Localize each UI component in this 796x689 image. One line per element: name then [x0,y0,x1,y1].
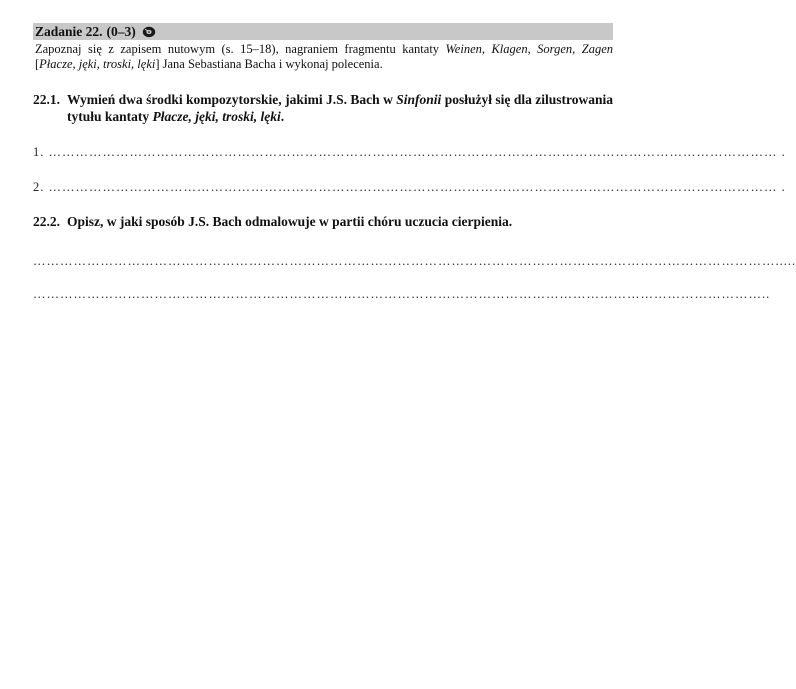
cantata-title-italic: Płacze, jęki, troski, lęki [152,109,281,124]
question-text-a: Wymień dwa środki kompozytorskie, jakimi J.S. Bach w [67,92,397,107]
answer-line-3[interactable]: …………………………………………………………………………………………………………………………………………………..... [33,254,796,268]
question-text-c: . [280,109,285,124]
sinfonia-label: Sinfonii [396,92,442,107]
intro-text-2: [ [35,57,40,71]
intro-text-1: Zapoznaj się z zapisem nutowym (s. 15–18), nagraniem fragmentu kantaty [35,42,446,56]
question-number: 22.1. [33,92,60,107]
task-header [33,23,613,40]
answer-line-2[interactable]: 2. ……………………………………………………………………………………………………………………………………………… . [33,180,786,194]
task-instructions [33,42,613,72]
cd-icon [142,26,156,38]
question-text: Opisz, w jaki sposób J.S. Bach odmalowuje w partii chóru uczucia cierpienia. [67,214,513,229]
answer-line-1[interactable]: 1. ……………………………………………………………………………………………………………………………………………… . [33,145,786,159]
cantata-translation: Płacze, jęki, troski, lęki [39,57,156,71]
answer-line-4[interactable]: ……………………………………………………………………………………………………………………………………………….. [33,287,771,301]
question-text-b: posłużył się dla zilustrowania tytułu kantaty [67,92,613,124]
task-title: Zadanie 22. [35,23,103,39]
question-text [67,91,613,125]
question-22-2 [33,213,613,230]
exam-page [33,23,796,302]
question-number: 22.2. [33,214,60,229]
intro-text-3: ] Jana Sebastiana Bacha i wykonaj polecenia. [155,57,383,71]
task-points: (0–3) [106,23,136,39]
cantata-title: Weinen, Klagen, Sorgen, Zagen [445,42,613,56]
question-22-1 [33,91,613,125]
